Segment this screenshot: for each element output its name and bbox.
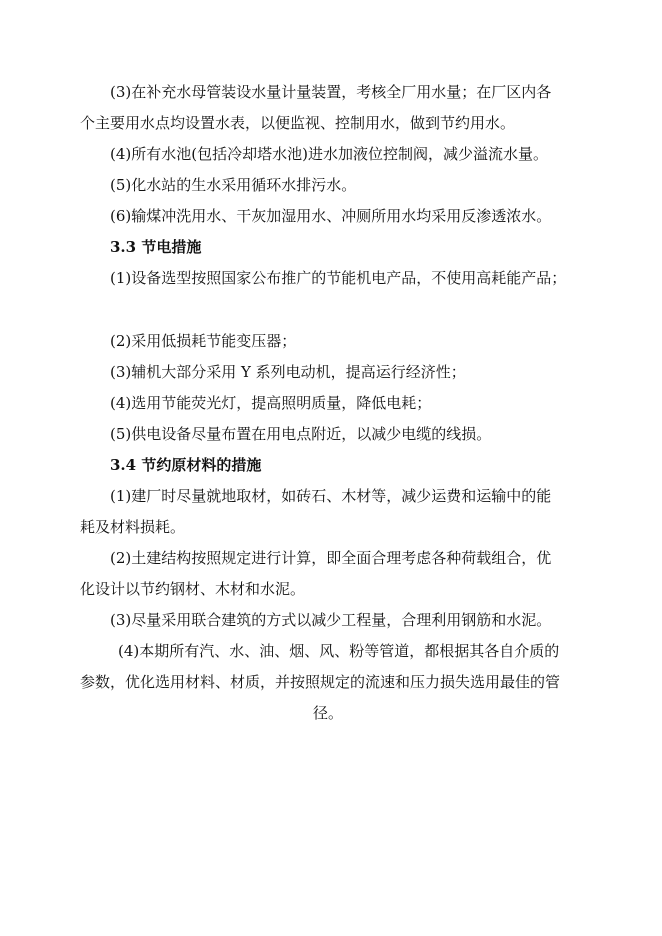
text-line: (3)辅机大部分采用 Y 系列电动机，提高运行经济性； <box>110 363 466 381</box>
text-line: (4)所有水池(包括冷却塔水池)进水加液位控制阀，减少溢流水量。 <box>110 145 548 163</box>
text-line: (3)在补充水母管装设水量计量装置，考核全厂用水量；在厂区内各 <box>110 83 552 101</box>
text-line: (6)输煤冲洗用水、干灰加湿用水、冲厕所用水均采用反渗透浓水。 <box>110 207 552 225</box>
text-line: (4)本期所有汽、水、油、烟、风、粉等管道，都根据其各自介质的 <box>118 642 560 660</box>
text-line: 化设计以节约钢材、木材和水泥。 <box>80 580 306 598</box>
section-heading: 3.4 节约原材料的措施 <box>110 456 262 474</box>
text-line: 径。 <box>313 704 344 722</box>
text-line: (5)化水站的生水采用循环水排污水。 <box>110 176 357 194</box>
text-line: (3)尽量采用联合建筑的方式以减少工程量，合理利用钢筋和水泥。 <box>110 611 552 629</box>
text-line: (1)设备选型按照国家公布推广的节能机电产品，不使用高耗能产品； <box>110 269 567 287</box>
text-line: (2)土建结构按照规定进行计算，即全面合理考虑各种荷载组合，优 <box>110 549 552 567</box>
text-line: (2)采用低损耗节能变压器； <box>110 332 297 350</box>
text-line: 个主要用水点均设置水表，以便监视、控制用水，做到节约用水。 <box>80 114 516 132</box>
text-line: (4)选用节能荧光灯，提高照明质量，降低电耗； <box>110 394 432 412</box>
section-heading: 3.3 节电措施 <box>110 238 202 256</box>
text-line: (1)建厂时尽量就地取材，如砖石、木材等，减少运费和运输中的能 <box>110 487 552 505</box>
text-line: 耗及材料损耗。 <box>80 518 186 536</box>
text-line: 参数，优化选用材料、材质，并按照规定的流速和压力损失选用最佳的管 <box>80 673 561 691</box>
text-line: (5)供电设备尽量布置在用电点附近，以减少电缆的线损。 <box>110 425 492 443</box>
